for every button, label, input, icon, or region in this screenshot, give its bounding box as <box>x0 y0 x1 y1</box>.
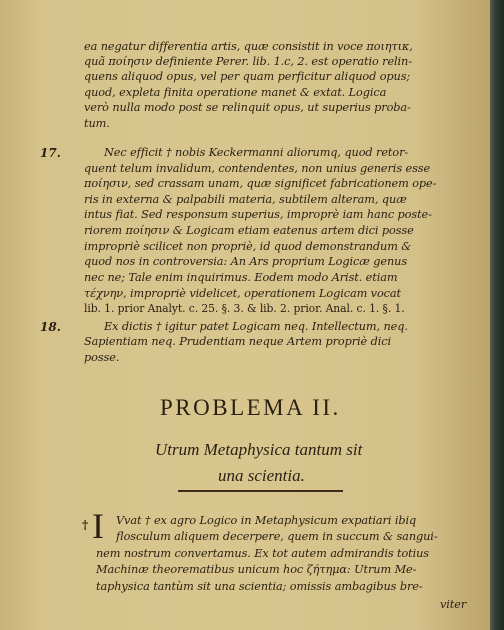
text-line: tum. <box>84 117 110 130</box>
text-line: ris in externa & palpabili materia, subtilem alteram, quæ <box>84 193 407 206</box>
page-edge-shadow <box>490 0 504 630</box>
margin-number: 17. <box>40 146 61 160</box>
text-line: Ex dictis † igitur patet Logicam neq. Intellectum, neq. <box>104 320 408 333</box>
text-line: Sapientiam neq. Prudentiam neque Artem propriè dici <box>84 335 391 348</box>
text-line: flosculum aliquem decerpere, quem in succum & sangui- <box>116 530 438 543</box>
section-heading: PROBLEMA II. <box>160 395 341 420</box>
text-line: impropriè scilicet non propriè, id quod demonstrandum & <box>84 240 412 253</box>
text-line: nec ne; Tale enim inquirimus. Eodem modo Arist. etiam <box>84 271 398 284</box>
text-line: viter <box>440 598 467 611</box>
text-line: quent telum invalidum, contendentes, non unius generis esse <box>84 162 431 175</box>
text-line: quens aliquod opus, vel per quam perficitur aliquod opus; <box>84 70 411 83</box>
text-line: ea negatur differentia artis, quæ consistit in voce ποιητικ, <box>84 40 413 53</box>
text-line: quod nos in controversia: An Ars proprium Logicæ genus <box>84 255 408 268</box>
text-line: verò nulla modo post se relinquit opus, ut superius proba- <box>84 101 411 114</box>
text-line: ποίησιν, sed crassam unam, quæ significet fabricationem ope- <box>84 177 437 190</box>
section-subtitle: una scientia. <box>218 466 305 485</box>
text-line: Vvat † ex agro Logico in Metaphysicum expatiari ibiq <box>116 514 417 527</box>
text-line: intus fiat. Sed responsum superius, improprè iam hanc poste- <box>84 208 432 221</box>
text-line: quod, expleta finita operatione manet & extat. Logica <box>84 86 387 99</box>
text-line: riorem ποίησιν & Logicam etiam eatenus artem dici posse <box>84 224 414 237</box>
text-line: taphysica tantùm sit una scientia; omissis ambagibus bre- <box>96 580 423 593</box>
text-line: τέχνην, impropriè videlicet, operationem Logicam vocat <box>84 287 401 300</box>
divider-rule <box>178 490 343 492</box>
text-line: nem nostrum convertamus. Ex tot autem admirandis totius <box>96 547 429 560</box>
section-subtitle: Utrum Metaphysica tantum sit <box>155 440 363 459</box>
text-line: quã ποίησιν definiente Perer. lib. 1.c, 2. est operatio relin- <box>84 55 412 68</box>
text-line: Nec efficit † nobis Keckermanni aliorumq, quod retor- <box>104 146 409 159</box>
text-line: posse. <box>84 351 120 364</box>
text-line: lib. 1. prior Analyt. c. 25. §. 3. & lib. 2. prior. Anal. c. 1. §. 1. <box>84 302 405 315</box>
dagger-mark: † <box>82 518 89 532</box>
drop-cap: I <box>92 506 104 546</box>
margin-number: 18. <box>40 320 61 334</box>
text-line: Machinæ theorematibus unicum hoc ζήτημα: Utrum Me- <box>96 563 417 576</box>
